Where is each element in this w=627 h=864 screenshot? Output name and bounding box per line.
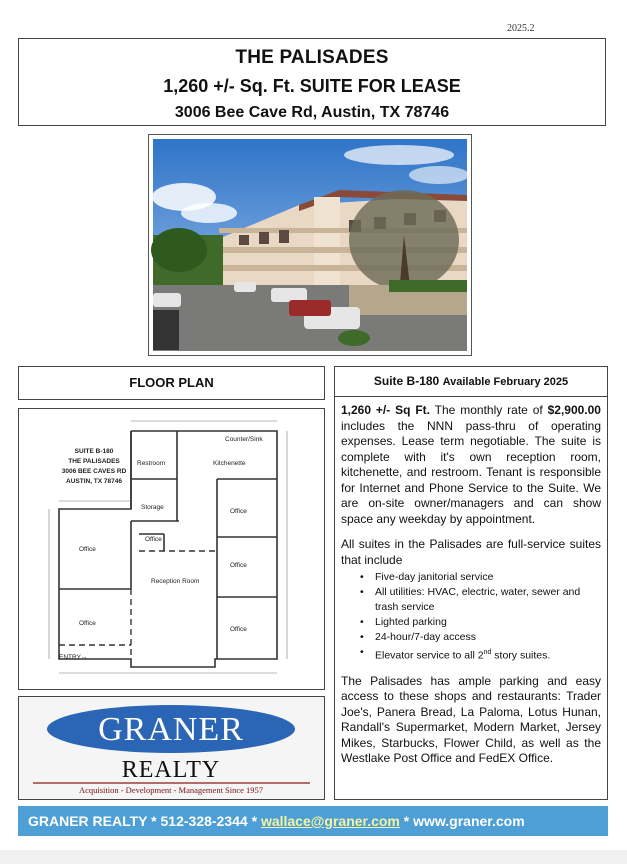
suite-name: Suite B-180 bbox=[373, 374, 440, 388]
floor-plan-label-line1: SUITE B-180 bbox=[74, 448, 114, 455]
footer-separator: * bbox=[147, 813, 161, 829]
room-storage: Storage bbox=[141, 504, 164, 511]
nearby-paragraph: The Palisades has ample parking and easy access to these shops and restaurants: Trader Joe's, Panera Bread, La Paloma, Lotus Hunan, Randall's Supermarket, Modern Market, Jersey Mikes, Starbucks, Flower Child, as well as the Westlake Post Office and FedEX Office. bbox=[341, 673, 601, 765]
building-photo bbox=[148, 134, 472, 356]
entry-label: ENTRY→ bbox=[59, 654, 88, 661]
room-reception: Reception Room bbox=[151, 578, 200, 585]
logo-name-bottom: REALTY bbox=[121, 757, 221, 783]
room-counter-sink: Counter/Sink bbox=[225, 436, 263, 443]
services-list bbox=[341, 570, 601, 664]
service-item: • 24-hour/7-day access bbox=[375, 630, 601, 645]
suite-title bbox=[335, 374, 607, 388]
header-box bbox=[18, 38, 606, 126]
description-paragraph bbox=[341, 403, 601, 527]
suite-size: 1,260 +/- Sq Ft. bbox=[341, 403, 431, 417]
property-address: 3006 Bee Cave Rd, Austin, TX 78746 bbox=[174, 104, 450, 121]
elevator-text-a: Elevator service to all 2 bbox=[375, 649, 484, 662]
suite-info-box bbox=[334, 366, 608, 800]
elevator-text-b: story suites. bbox=[491, 649, 551, 662]
logo-tagline: Acquisition - Development - Management Since 1957 bbox=[78, 785, 264, 795]
graner-realty-logo bbox=[18, 696, 325, 800]
contact-footer bbox=[18, 806, 608, 836]
room-restroom: Restroom bbox=[137, 460, 166, 467]
page-subtitle: 1,260 +/- Sq. Ft. SUITE FOR LEASE bbox=[163, 76, 461, 96]
room-office-b: Office bbox=[145, 536, 162, 543]
floor-plan-heading: FLOOR PLAN bbox=[18, 366, 325, 400]
room-office-e: Office bbox=[79, 620, 96, 627]
elevator-sup: nd bbox=[483, 649, 492, 656]
room-office-a: Office bbox=[79, 546, 96, 553]
footer-phone[interactable]: 512-328-2344 bbox=[160, 813, 248, 829]
document-code: 2025.2 bbox=[507, 23, 535, 34]
room-office-d: Office bbox=[230, 562, 247, 569]
footer-website-link[interactable]: www.graner.com bbox=[413, 813, 525, 829]
footer-separator: * bbox=[399, 813, 414, 829]
floor-plan-box bbox=[18, 408, 325, 690]
description-text-a: The monthly rate of bbox=[430, 403, 548, 417]
floor-plan-label-line2: THE PALISADES bbox=[68, 458, 120, 465]
floor-plan-label-line3: 3006 BEE CAVES RD bbox=[61, 468, 127, 475]
service-item bbox=[375, 645, 601, 664]
availability: Available February 2025 bbox=[442, 376, 569, 388]
monthly-rate: $2,900.00 bbox=[547, 403, 601, 417]
page-title: THE PALISADES bbox=[235, 47, 389, 68]
logo-name-top: GRANER bbox=[98, 711, 244, 748]
page-bottom-band bbox=[0, 850, 627, 864]
floor-plan-label-line4: AUSTIN, TX 78746 bbox=[66, 478, 122, 485]
service-item: • All utilities: HVAC, electric, water, sewer and trash service bbox=[375, 585, 601, 615]
room-office-c: Office bbox=[230, 508, 247, 515]
services-intro: All suites in the Palisades are full-service suites that include bbox=[341, 537, 601, 567]
floor-plan-diagram bbox=[19, 409, 324, 689]
room-office-f: Office bbox=[230, 626, 247, 633]
room-kitchenette: Kitchenette bbox=[213, 460, 246, 467]
info-divider bbox=[335, 396, 607, 397]
footer-separator: * bbox=[247, 813, 261, 829]
service-item: • Five-day janitorial service bbox=[375, 570, 601, 585]
service-item: • Lighted parking bbox=[375, 615, 601, 630]
description-text-b: includes the NNN pass-thru of operating expenses. Lease term negotiable. The suite is complete with it's own reception room, kitchenette, and restroom. Tenant is responsible for Internet and Phone Service to the Suite. We are on-site owner/managers and can show space any weekday by appointment. bbox=[341, 418, 601, 526]
footer-email-link[interactable]: wallace@graner.com bbox=[260, 813, 400, 829]
footer-company: GRANER REALTY bbox=[28, 813, 148, 829]
